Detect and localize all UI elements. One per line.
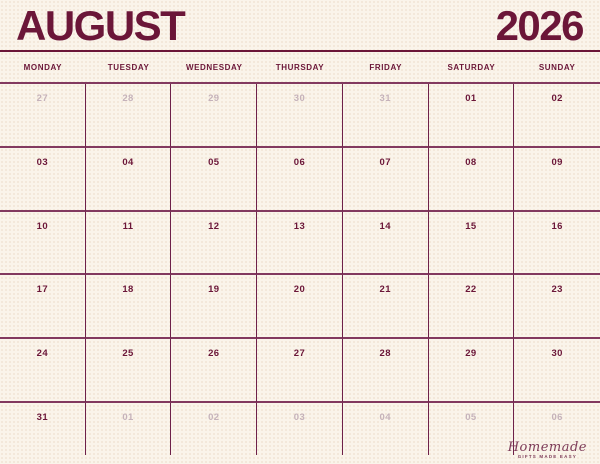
day-cell	[171, 148, 257, 212]
day-cell	[0, 148, 86, 212]
date-number: 04	[379, 411, 391, 423]
weekday-header-monday: MONDAY	[23, 62, 63, 72]
day-cell	[514, 275, 600, 339]
day-cell	[257, 403, 343, 455]
day-cell	[257, 84, 343, 148]
day-cell	[429, 403, 515, 455]
weekday-header-sunday: SUNDAY	[538, 62, 576, 72]
date-number: 25	[122, 348, 134, 360]
date-number: 18	[122, 284, 134, 296]
date-number: 09	[551, 156, 563, 168]
day-cell	[86, 148, 172, 212]
day-cell	[257, 212, 343, 276]
date-number: 07	[379, 156, 391, 168]
day-cell	[0, 84, 86, 148]
date-number: 03	[36, 156, 49, 168]
day-cell	[514, 84, 600, 148]
day-cell	[257, 275, 343, 339]
day-cell	[86, 339, 172, 403]
date-number: 16	[551, 220, 563, 232]
date-number: 02	[208, 411, 220, 423]
year-label: 2026	[495, 2, 583, 49]
day-cell	[86, 84, 172, 148]
date-number: 05	[465, 411, 477, 423]
date-number: 02	[551, 93, 563, 104]
day-cell	[343, 148, 429, 212]
day-cell	[171, 339, 257, 403]
date-number: 28	[379, 348, 391, 360]
day-cell	[429, 339, 515, 403]
date-number: 01	[122, 411, 134, 423]
date-number: 06	[293, 156, 306, 168]
day-cell	[86, 212, 172, 276]
day-cell	[429, 84, 515, 148]
date-number: 31	[379, 93, 391, 104]
brand-logo-name: Homemade	[507, 439, 587, 455]
weekday-header-tuesday: TUESDAY	[107, 62, 150, 72]
date-number: 05	[208, 156, 220, 168]
weekday-header-wednesday: WEDNESDAY	[185, 62, 243, 72]
day-cell	[514, 339, 600, 403]
calendar-header	[0, 0, 600, 50]
date-number: 30	[293, 93, 306, 104]
day-cell	[0, 212, 86, 276]
date-number: 28	[122, 93, 134, 104]
date-number: 31	[36, 411, 49, 423]
date-number: 11	[122, 220, 134, 232]
day-cell	[171, 212, 257, 276]
day-cell	[86, 403, 172, 455]
date-number: 29	[208, 93, 220, 104]
weekday-header-thursday: THURSDAY	[275, 62, 325, 72]
date-number: 19	[208, 284, 220, 296]
date-number: 12	[208, 220, 220, 232]
date-number: 22	[465, 284, 477, 296]
day-cell	[171, 84, 257, 148]
date-number: 01	[465, 93, 477, 104]
date-number: 13	[293, 220, 306, 232]
day-cell	[343, 84, 429, 148]
date-number: 30	[551, 348, 563, 360]
date-number: 24	[36, 348, 49, 360]
day-cell	[0, 403, 86, 455]
date-number: 26	[208, 348, 220, 360]
date-number: 06	[551, 411, 563, 423]
weekday-header-friday: FRIDAY	[369, 62, 403, 72]
brand-logo-tagline: GIFTS MADE EASY	[517, 453, 577, 459]
day-cell	[171, 275, 257, 339]
date-number: 17	[36, 284, 49, 296]
weekday-header-row	[0, 52, 600, 82]
day-cell	[171, 403, 257, 455]
day-cell	[429, 148, 515, 212]
date-number: 29	[465, 348, 477, 360]
day-cell	[0, 275, 86, 339]
brand-logo	[508, 441, 587, 460]
day-cell	[343, 403, 429, 455]
date-number: 27	[293, 348, 306, 360]
day-cell	[343, 275, 429, 339]
date-number: 21	[379, 284, 391, 296]
day-cell	[429, 212, 515, 276]
date-number: 20	[293, 284, 306, 296]
date-number: 14	[379, 220, 391, 232]
day-cell	[514, 148, 600, 212]
day-cell	[86, 275, 172, 339]
date-number: 08	[465, 156, 477, 168]
month-title: AUGUST	[16, 2, 185, 49]
day-cell	[257, 148, 343, 212]
date-number: 15	[465, 220, 477, 232]
weekday-header-saturday: SATURDAY	[447, 62, 496, 72]
day-cell	[0, 339, 86, 403]
day-cell	[343, 339, 429, 403]
date-number: 23	[551, 284, 563, 296]
day-cell	[514, 212, 600, 276]
date-number: 27	[36, 93, 49, 104]
date-number: 10	[36, 220, 49, 232]
day-cell	[429, 275, 515, 339]
day-cell	[257, 339, 343, 403]
date-number: 03	[293, 411, 306, 423]
calendar-grid	[0, 82, 600, 455]
date-number: 04	[122, 156, 134, 168]
day-cell	[343, 212, 429, 276]
